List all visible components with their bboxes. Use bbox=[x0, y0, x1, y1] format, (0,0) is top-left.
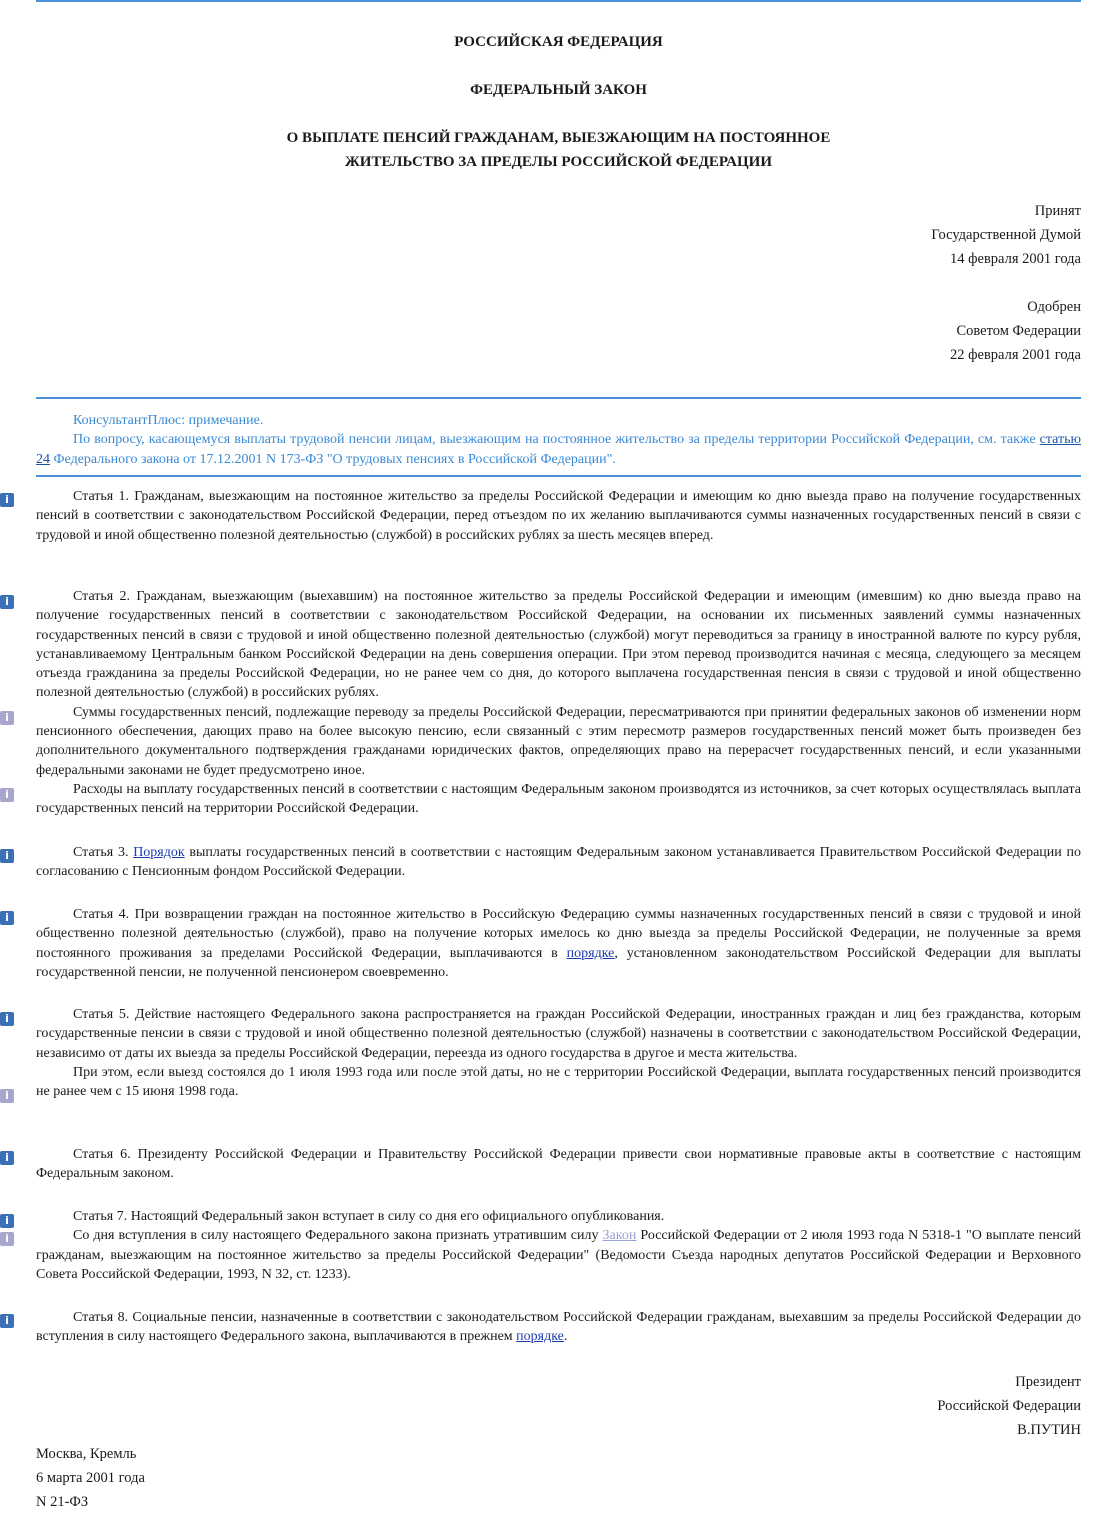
article-3-text bbox=[36, 843, 1081, 882]
place-date-block bbox=[36, 1442, 145, 1514]
article-5-paragraph-1: Статья 5. Действие настоящего Федерального закона распространяется на граждан Российской Федерации, иностранных граждан и лиц без гражданства, которым государственные пенсии в связи с трудовой и иной общественно полезной деятельностью (службой) назначены в соответствии с законодательством Российской Федерации, независимо от даты их выезда за пределы Российской Федерации, переезда из одного государства в другое и места жительства. bbox=[36, 1007, 1081, 1061]
place-line2: 6 марта 2001 года bbox=[36, 1470, 145, 1486]
article-7-link-law[interactable]: Закон bbox=[602, 1228, 637, 1244]
adopted-line1: Принят bbox=[1034, 203, 1081, 219]
article-2-paragraph-2: Суммы государственных пенсий, подлежащие переводу за пределы Российской Федерации, пересматриваются при принятии федеральных законов об изменении норм пенсионного обеспечения, дающих право на более высокую пенсию, если связанный с этим пересмотр размеров государственных пенсий может быть произведен без дополнительного документального подтверждения гражданами юридических фактов, определяющих право на перерасчет государственных пенсий, и если указанными федеральными законами не будет предусмотрено иное. bbox=[36, 704, 1081, 778]
info-icon[interactable]: i bbox=[0, 595, 14, 609]
note-text-before: По вопросу, касающемуся выплаты трудовой пенсии лицам, выезжающим на постоянное жительство за пределы территории Российской Федерации, см. также bbox=[73, 432, 1040, 448]
info-icon[interactable]: i bbox=[0, 1214, 14, 1228]
note-text bbox=[36, 430, 1081, 469]
adopted-block bbox=[931, 199, 1081, 271]
signature-block bbox=[937, 1370, 1081, 1442]
info-icon[interactable]: i bbox=[0, 849, 14, 863]
article-3-text-before: Статья 3. bbox=[73, 845, 134, 860]
info-icon[interactable]: i bbox=[0, 493, 14, 507]
approved-line1: Одобрен bbox=[1027, 299, 1081, 315]
info-icon[interactable]: i bbox=[0, 1151, 14, 1165]
article-4-text-after: , установленном законодательством Российской Федерации для выплаты государственной пенсии, не полученной пенсионером своевременно. bbox=[36, 945, 1081, 980]
info-icon[interactable]: i bbox=[0, 711, 14, 725]
note-text-after: Федерального закона от 17.12.2001 N 173-ФЗ "О трудовых пенсиях в Российской Федерации". bbox=[50, 451, 616, 467]
article-7 bbox=[36, 1207, 1081, 1284]
note-heading: КонсультантПлюс: примечание. bbox=[73, 413, 264, 428]
article-2 bbox=[36, 587, 1081, 819]
article-4-text bbox=[36, 905, 1081, 982]
note-link-article-24[interactable]: статью 24 bbox=[36, 432, 1081, 467]
adopted-line2: Государственной Думой bbox=[931, 227, 1081, 243]
article-2-paragraph-3: Расходы на выплату государственных пенсий в соответствии с настоящим Федеральным законом производятся из источников, за счет которых осуществлялась выплата государственных пенсий на территории Российской Федерации. bbox=[36, 781, 1081, 817]
info-icon[interactable]: i bbox=[0, 788, 14, 802]
country-heading: РОССИЙСКАЯ ФЕДЕРАЦИЯ bbox=[454, 34, 663, 50]
article-2-paragraph-1: Статья 2. Гражданам, выезжающим (выехавшим) на постоянное жительство за пределы Российской Федерации и имеющим (имевшим) ко дню выезда право на получение государственных пенсий в соответствии с законодательством Российской Федерации, на основании их письменных заявлений суммы назначенных государственных пенсий в связи с трудовой и иной общественно полезной деятельностью (службой) могут переводиться за границу в иностранной валюте по курсу рубля, устанавливаемому Центральным банком Российской Федерации на день совершения операции. При этом перевод производится начиная с месяца, следующего за месяцем отъезда гражданина за пределы Российской Федерации, но не ранее чем со дня, до которого выплачена государственная пенсия в связи с трудовой и иной общественно полезной деятельностью (службой) в российских рублях. bbox=[36, 589, 1081, 701]
info-icon[interactable]: i bbox=[0, 1089, 14, 1103]
article-5 bbox=[36, 1005, 1081, 1101]
article-6 bbox=[36, 1145, 1081, 1184]
article-1-text: Статья 1. Гражданам, выезжающим на постоянное жительство за пределы Российской Федерации и имеющим ко дню выезда право на получение государственных пенсий в соответствии с законодательством Российской Федерации, перед отъездом по их желанию выплачиваются суммы назначенных государственных пенсий в связи с трудовой и иной общественно полезной деятельностью (службой) в российских рублях за шесть месяцев вперед. bbox=[36, 489, 1081, 543]
info-icon[interactable]: i bbox=[0, 1314, 14, 1328]
article-4-text-before: Статья 4. При возвращении граждан на постоянное жительство в Российскую Федерацию суммы назначенных государственных пенсий в связи с трудовой и иной общественно полезной деятельностью (службой), право на получение которых имелось ко дню выезда за пределы Российской Федерации, не полученные за время постоянного проживания за пределами Российской Федерации, выплачиваются в bbox=[36, 907, 1081, 961]
article-8-text-after: . bbox=[563, 1329, 568, 1345]
article-8-text bbox=[36, 1308, 1081, 1347]
info-icon[interactable]: i bbox=[0, 1012, 14, 1026]
place-line1: Москва, Кремль bbox=[36, 1446, 137, 1462]
signature-line3: В.ПУТИН bbox=[1017, 1422, 1081, 1438]
article-7-paragraph-1: Статья 7. Настоящий Федеральный закон вступает в силу со дня его официального опубликования. bbox=[73, 1209, 665, 1224]
article-6-text: Статья 6. Президенту Российской Федерации и Правительству Российской Федерации привести свои нормативные правовые акты в соответствие с настоящим Федеральным законом. bbox=[36, 1147, 1081, 1182]
article-1 bbox=[36, 487, 1081, 545]
top-rule bbox=[36, 0, 1081, 2]
signature-line2: Российской Федерации bbox=[937, 1398, 1081, 1414]
doc-type-heading: ФЕДЕРАЛЬНЫЙ ЗАКОН bbox=[470, 82, 647, 98]
article-3-text-after: выплаты государственных пенсий в соответствии с настоящим Федеральным законом устанавливается Правительством Российской Федерации по согласованию с Пенсионным фондом Российской Федерации. bbox=[36, 845, 1081, 880]
article-3-link-order[interactable]: Порядок bbox=[133, 845, 185, 860]
info-icon[interactable]: i bbox=[0, 1232, 14, 1246]
article-7-paragraph-2 bbox=[36, 1226, 1081, 1284]
article-5-paragraph-2: При этом, если выезд состоялся до 1 июля 1993 года или после этой даты, но не с территории Российской Федерации, выплата государственных пенсий производится не ранее чем с 15 июня 1998 года. bbox=[36, 1064, 1081, 1100]
article-3 bbox=[36, 843, 1081, 882]
article-4-link-order[interactable]: порядке bbox=[566, 945, 615, 961]
article-8-text-before: Статья 8. Социальные пенсии, назначенные в соответствии с законодательством Российской Федерации гражданам, выехавшим за пределы Российской Федерации до вступления в силу настоящего Федерального закона, выплачиваются в прежнем bbox=[36, 1310, 1081, 1345]
place-line3: N 21-ФЗ bbox=[36, 1494, 89, 1510]
approved-line2: Советом Федерации bbox=[956, 323, 1081, 339]
article-8-link-order[interactable]: порядке bbox=[516, 1329, 564, 1345]
signature-line1: Президент bbox=[1015, 1374, 1081, 1390]
article-7-text-before: Со дня вступления в силу настоящего Федерального закона признать утратившим силу bbox=[73, 1228, 603, 1244]
article-8 bbox=[36, 1308, 1081, 1347]
info-icon[interactable]: i bbox=[0, 911, 14, 925]
law-title-line1: О ВЫПЛАТЕ ПЕНСИЙ ГРАЖДАНАМ, ВЫЕЗЖАЮЩИМ НА ПОСТОЯННОЕ bbox=[286, 130, 831, 146]
adopted-line3: 14 февраля 2001 года bbox=[949, 251, 1081, 267]
consultant-note bbox=[36, 397, 1081, 477]
article-7-text-after: Российской Федерации от 2 июля 1993 года N 5318-1 "О выплате пенсий гражданам, выезжающим на постоянное жительство за пределы Российской Федерации" (Ведомости Съезда народных депутатов Российской Федерации и Верховного Совета Российской Федерации, 1993, N 32, ст. 1233). bbox=[36, 1228, 1082, 1282]
approved-line3: 22 февраля 2001 года bbox=[949, 347, 1081, 363]
article-4 bbox=[36, 905, 1081, 982]
approved-block bbox=[950, 295, 1081, 367]
law-title-line2: ЖИТЕЛЬСТВО ЗА ПРЕДЕЛЫ РОССИЙСКОЙ ФЕДЕРАЦИИ bbox=[344, 154, 773, 170]
